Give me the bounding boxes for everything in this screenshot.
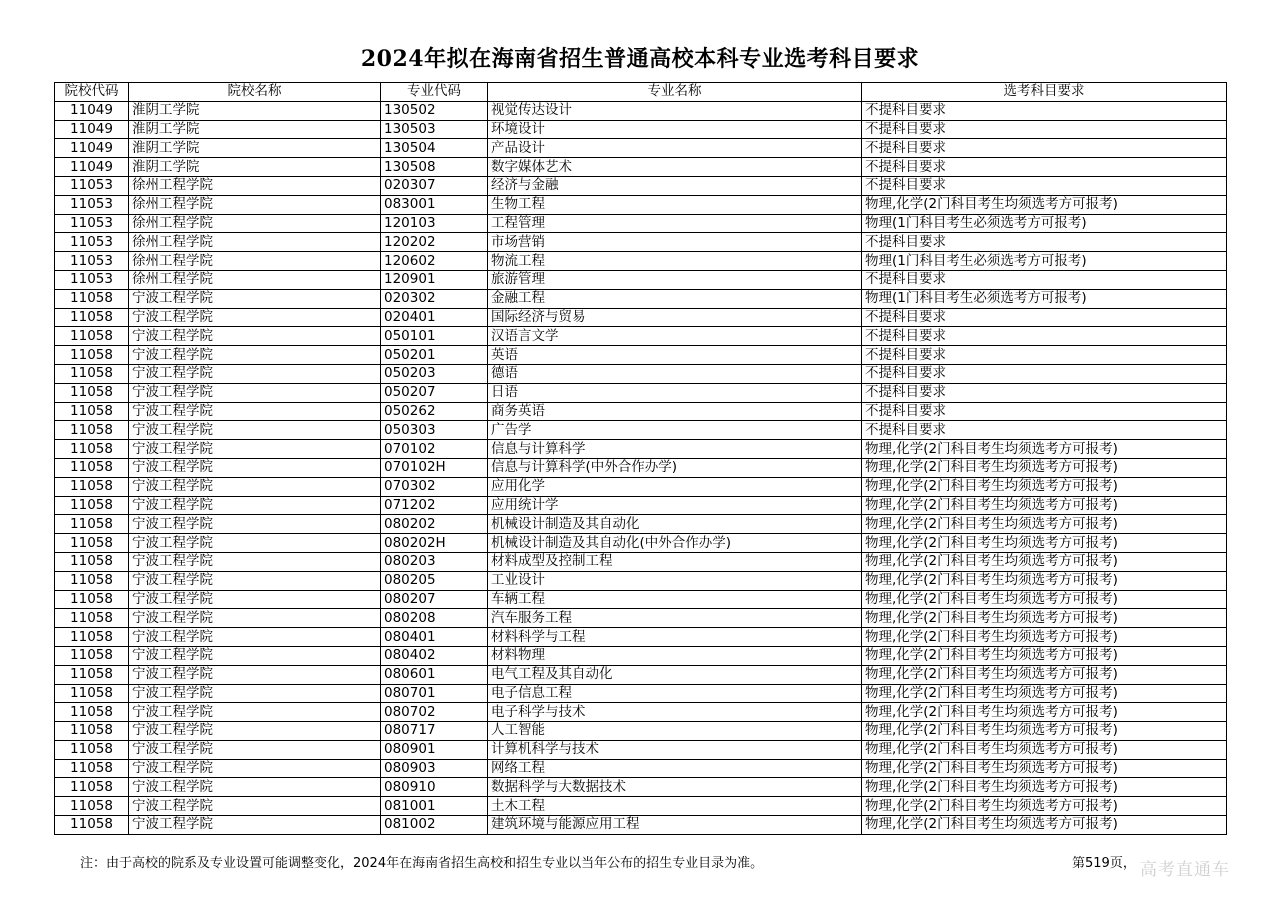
school-code-cell: 11058 (55, 552, 129, 571)
requirement-cell: 物理,化学(2门科目考生均须选考方可报考) (862, 684, 1227, 703)
requirement-cell: 不提科目要求 (862, 364, 1227, 383)
major-name-cell: 市场营销 (488, 233, 862, 252)
table-row (55, 120, 1227, 139)
school-code-cell: 11053 (55, 270, 129, 289)
requirement-cell: 物理,化学(2门科目考生均须选考方可报考) (862, 515, 1227, 534)
requirement-cell: 物理,化学(2门科目考生均须选考方可报考) (862, 609, 1227, 628)
table-row (55, 440, 1227, 459)
requirement-cell: 不提科目要求 (862, 346, 1227, 365)
major-name-cell: 人工智能 (488, 722, 862, 741)
header-major-name: 专业名称 (488, 83, 862, 102)
footnote: 注：由于高校的院系及专业设置可能调整变化，2024年在海南省招生高校和招生专业以当年公布的招生专业目录为准。 (80, 856, 764, 871)
requirement-cell: 不提科目要求 (862, 327, 1227, 346)
school-name-cell: 徐州工程学院 (129, 252, 381, 271)
major-name-cell: 工程管理 (488, 214, 862, 233)
major-code-cell: 080205 (381, 571, 488, 590)
school-name-cell: 宁波工程学院 (129, 816, 381, 835)
requirement-cell: 不提科目要求 (862, 402, 1227, 421)
school-code-cell: 11058 (55, 421, 129, 440)
major-name-cell: 网络工程 (488, 759, 862, 778)
school-name-cell: 淮阴工学院 (129, 139, 381, 158)
table-row (55, 816, 1227, 835)
major-code-cell: 050303 (381, 421, 488, 440)
page-title: 2024年拟在海南省招生普通高校本科专业选考科目要求 (360, 46, 920, 72)
requirement-cell: 物理,化学(2门科目考生均须选考方可报考) (862, 195, 1227, 214)
school-name-cell: 淮阴工学院 (129, 158, 381, 177)
major-code-cell: 080202H (381, 534, 488, 553)
school-code-cell: 11058 (55, 458, 129, 477)
school-name-cell: 宁波工程学院 (129, 797, 381, 816)
major-name-cell: 应用统计学 (488, 496, 862, 515)
major-code-cell: 130503 (381, 120, 488, 139)
major-name-cell: 数据科学与大数据技术 (488, 778, 862, 797)
school-code-cell: 11058 (55, 609, 129, 628)
major-code-cell: 080601 (381, 665, 488, 684)
table-row (55, 665, 1227, 684)
table-row (55, 289, 1227, 308)
major-code-cell: 081001 (381, 797, 488, 816)
school-code-cell: 11058 (55, 740, 129, 759)
requirement-cell: 物理,化学(2门科目考生均须选考方可报考) (862, 703, 1227, 722)
requirement-cell: 不提科目要求 (862, 139, 1227, 158)
school-code-cell: 11058 (55, 402, 129, 421)
school-name-cell: 宁波工程学院 (129, 440, 381, 459)
major-name-cell: 商务英语 (488, 402, 862, 421)
table-row (55, 327, 1227, 346)
table-row (55, 383, 1227, 402)
table-row (55, 270, 1227, 289)
requirement-cell: 物理,化学(2门科目考生均须选考方可报考) (862, 665, 1227, 684)
major-code-cell: 080202 (381, 515, 488, 534)
major-name-cell: 旅游管理 (488, 270, 862, 289)
requirement-cell: 物理,化学(2门科目考生均须选考方可报考) (862, 646, 1227, 665)
table-row (55, 364, 1227, 383)
major-code-cell: 020302 (381, 289, 488, 308)
table-row (55, 590, 1227, 609)
table-row (55, 195, 1227, 214)
major-code-cell: 080910 (381, 778, 488, 797)
requirement-cell: 物理(1门科目考生必须选考方可报考) (862, 252, 1227, 271)
major-name-cell: 环境设计 (488, 120, 862, 139)
school-code-cell: 11058 (55, 722, 129, 741)
major-name-cell: 机械设计制造及其自动化(中外合作办学) (488, 534, 862, 553)
table-row (55, 402, 1227, 421)
major-code-cell: 081002 (381, 816, 488, 835)
major-code-cell: 020401 (381, 308, 488, 327)
school-code-cell: 11058 (55, 534, 129, 553)
table-row (55, 139, 1227, 158)
major-code-cell: 130508 (381, 158, 488, 177)
school-code-cell: 11058 (55, 383, 129, 402)
school-code-cell: 11058 (55, 346, 129, 365)
school-code-cell: 11058 (55, 364, 129, 383)
major-code-cell: 071202 (381, 496, 488, 515)
header-subject-requirement: 选考科目要求 (862, 83, 1227, 102)
school-code-cell: 11053 (55, 233, 129, 252)
school-code-cell: 11058 (55, 496, 129, 515)
school-code-cell: 11058 (55, 289, 129, 308)
school-code-cell: 11053 (55, 214, 129, 233)
school-name-cell: 宁波工程学院 (129, 609, 381, 628)
school-name-cell: 宁波工程学院 (129, 327, 381, 346)
major-code-cell: 020307 (381, 176, 488, 195)
requirement-cell: 物理,化学(2门科目考生均须选考方可报考) (862, 590, 1227, 609)
major-code-cell: 080903 (381, 759, 488, 778)
major-name-cell: 日语 (488, 383, 862, 402)
major-name-cell: 英语 (488, 346, 862, 365)
requirements-table (54, 82, 1227, 835)
school-code-cell: 11058 (55, 477, 129, 496)
table-row (55, 214, 1227, 233)
major-name-cell: 生物工程 (488, 195, 862, 214)
school-code-cell: 11049 (55, 158, 129, 177)
school-name-cell: 宁波工程学院 (129, 778, 381, 797)
table-row (55, 458, 1227, 477)
table-row (55, 571, 1227, 590)
major-code-cell: 050203 (381, 364, 488, 383)
requirement-cell: 不提科目要求 (862, 270, 1227, 289)
major-code-cell: 120901 (381, 270, 488, 289)
major-name-cell: 汽车服务工程 (488, 609, 862, 628)
school-code-cell: 11058 (55, 571, 129, 590)
major-code-cell: 080203 (381, 552, 488, 571)
major-name-cell: 电子科学与技术 (488, 703, 862, 722)
school-name-cell: 徐州工程学院 (129, 214, 381, 233)
requirement-cell: 物理,化学(2门科目考生均须选考方可报考) (862, 458, 1227, 477)
major-code-cell: 080702 (381, 703, 488, 722)
school-name-cell: 徐州工程学院 (129, 195, 381, 214)
major-name-cell: 建筑环境与能源应用工程 (488, 816, 862, 835)
requirement-cell: 不提科目要求 (862, 176, 1227, 195)
requirement-cell: 物理,化学(2门科目考生均须选考方可报考) (862, 534, 1227, 553)
major-name-cell: 视觉传达设计 (488, 101, 862, 120)
table-row (55, 477, 1227, 496)
major-name-cell: 信息与计算科学 (488, 440, 862, 459)
school-name-cell: 宁波工程学院 (129, 421, 381, 440)
major-code-cell: 070102 (381, 440, 488, 459)
school-name-cell: 徐州工程学院 (129, 176, 381, 195)
table-row (55, 722, 1227, 741)
header-school-name: 院校名称 (129, 83, 381, 102)
school-name-cell: 宁波工程学院 (129, 684, 381, 703)
school-name-cell: 宁波工程学院 (129, 308, 381, 327)
school-code-cell: 11049 (55, 139, 129, 158)
major-code-cell: 080701 (381, 684, 488, 703)
major-name-cell: 国际经济与贸易 (488, 308, 862, 327)
requirement-cell: 不提科目要求 (862, 383, 1227, 402)
major-name-cell: 经济与金融 (488, 176, 862, 195)
table-row (55, 628, 1227, 647)
table-row (55, 759, 1227, 778)
school-code-cell: 11058 (55, 327, 129, 346)
major-name-cell: 车辆工程 (488, 590, 862, 609)
school-name-cell: 宁波工程学院 (129, 571, 381, 590)
requirement-cell: 不提科目要求 (862, 101, 1227, 120)
table-header-row (55, 83, 1227, 102)
school-code-cell: 11058 (55, 816, 129, 835)
major-code-cell: 070302 (381, 477, 488, 496)
school-name-cell: 宁波工程学院 (129, 477, 381, 496)
table-row (55, 609, 1227, 628)
school-code-cell: 11058 (55, 646, 129, 665)
major-name-cell: 电气工程及其自动化 (488, 665, 862, 684)
school-code-cell: 11049 (55, 120, 129, 139)
major-name-cell: 金融工程 (488, 289, 862, 308)
school-name-cell: 徐州工程学院 (129, 233, 381, 252)
requirement-cell: 物理,化学(2门科目考生均须选考方可报考) (862, 816, 1227, 835)
school-code-cell: 11058 (55, 703, 129, 722)
header-school-code: 院校代码 (55, 83, 129, 102)
major-code-cell: 080901 (381, 740, 488, 759)
major-name-cell: 材料物理 (488, 646, 862, 665)
school-name-cell: 淮阴工学院 (129, 120, 381, 139)
school-name-cell: 宁波工程学院 (129, 515, 381, 534)
table-row (55, 740, 1227, 759)
table-row (55, 233, 1227, 252)
school-name-cell: 宁波工程学院 (129, 552, 381, 571)
table-row (55, 158, 1227, 177)
major-code-cell: 080207 (381, 590, 488, 609)
requirement-cell: 不提科目要求 (862, 421, 1227, 440)
major-code-cell: 083001 (381, 195, 488, 214)
school-code-cell: 11058 (55, 440, 129, 459)
requirement-cell: 物理,化学(2门科目考生均须选考方可报考) (862, 740, 1227, 759)
major-code-cell: 080401 (381, 628, 488, 647)
school-name-cell: 宁波工程学院 (129, 402, 381, 421)
major-code-cell: 120602 (381, 252, 488, 271)
requirement-cell: 物理,化学(2门科目考生均须选考方可报考) (862, 477, 1227, 496)
major-name-cell: 计算机科学与技术 (488, 740, 862, 759)
school-name-cell: 宁波工程学院 (129, 628, 381, 647)
school-name-cell: 宁波工程学院 (129, 346, 381, 365)
school-name-cell: 淮阴工学院 (129, 101, 381, 120)
school-code-cell: 11058 (55, 515, 129, 534)
table-row (55, 684, 1227, 703)
major-code-cell: 050207 (381, 383, 488, 402)
major-name-cell: 德语 (488, 364, 862, 383)
major-code-cell: 130502 (381, 101, 488, 120)
requirement-cell: 不提科目要求 (862, 308, 1227, 327)
school-name-cell: 宁波工程学院 (129, 364, 381, 383)
school-name-cell: 宁波工程学院 (129, 703, 381, 722)
table-row (55, 552, 1227, 571)
requirement-cell: 不提科目要求 (862, 158, 1227, 177)
major-name-cell: 材料科学与工程 (488, 628, 862, 647)
school-code-cell: 11058 (55, 628, 129, 647)
major-name-cell: 电子信息工程 (488, 684, 862, 703)
requirement-cell: 物理(1门科目考生必须选考方可报考) (862, 289, 1227, 308)
table-row (55, 778, 1227, 797)
table-body (55, 101, 1227, 834)
requirement-cell: 物理,化学(2门科目考生均须选考方可报考) (862, 722, 1227, 741)
major-code-cell: 080208 (381, 609, 488, 628)
requirement-cell: 物理,化学(2门科目考生均须选考方可报考) (862, 440, 1227, 459)
header-major-code: 专业代码 (381, 83, 488, 102)
watermark: 高考直通车 (1140, 860, 1230, 880)
major-name-cell: 汉语言文学 (488, 327, 862, 346)
requirement-cell: 物理,化学(2门科目考生均须选考方可报考) (862, 797, 1227, 816)
table-row (55, 703, 1227, 722)
major-code-cell: 130504 (381, 139, 488, 158)
table-row (55, 534, 1227, 553)
table-row (55, 421, 1227, 440)
major-code-cell: 080402 (381, 646, 488, 665)
major-code-cell: 050101 (381, 327, 488, 346)
school-name-cell: 宁波工程学院 (129, 722, 381, 741)
school-name-cell: 宁波工程学院 (129, 458, 381, 477)
major-name-cell: 机械设计制造及其自动化 (488, 515, 862, 534)
school-name-cell: 宁波工程学院 (129, 759, 381, 778)
table-row (55, 515, 1227, 534)
table-row (55, 797, 1227, 816)
school-code-cell: 11058 (55, 684, 129, 703)
school-code-cell: 11058 (55, 665, 129, 684)
requirement-cell: 不提科目要求 (862, 233, 1227, 252)
school-code-cell: 11058 (55, 778, 129, 797)
requirement-cell: 物理,化学(2门科目考生均须选考方可报考) (862, 778, 1227, 797)
major-name-cell: 工业设计 (488, 571, 862, 590)
page-number: 第519页， (1072, 856, 1136, 871)
requirement-cell: 物理,化学(2门科目考生均须选考方可报考) (862, 628, 1227, 647)
table-row (55, 176, 1227, 195)
school-name-cell: 宁波工程学院 (129, 383, 381, 402)
school-code-cell: 11058 (55, 797, 129, 816)
requirement-cell: 物理,化学(2门科目考生均须选考方可报考) (862, 571, 1227, 590)
school-name-cell: 宁波工程学院 (129, 289, 381, 308)
requirement-cell: 物理,化学(2门科目考生均须选考方可报考) (862, 496, 1227, 515)
school-code-cell: 11049 (55, 101, 129, 120)
table-row (55, 496, 1227, 515)
school-name-cell: 宁波工程学院 (129, 590, 381, 609)
major-code-cell: 080717 (381, 722, 488, 741)
requirement-cell: 物理,化学(2门科目考生均须选考方可报考) (862, 552, 1227, 571)
major-name-cell: 应用化学 (488, 477, 862, 496)
table-row (55, 308, 1227, 327)
school-name-cell: 宁波工程学院 (129, 496, 381, 515)
major-name-cell: 信息与计算科学(中外合作办学) (488, 458, 862, 477)
major-name-cell: 材料成型及控制工程 (488, 552, 862, 571)
major-code-cell: 120103 (381, 214, 488, 233)
major-name-cell: 广告学 (488, 421, 862, 440)
major-code-cell: 120202 (381, 233, 488, 252)
school-code-cell: 11058 (55, 759, 129, 778)
major-code-cell: 070102H (381, 458, 488, 477)
school-code-cell: 11053 (55, 252, 129, 271)
table-row (55, 646, 1227, 665)
major-name-cell: 土木工程 (488, 797, 862, 816)
requirement-cell: 物理(1门科目考生必须选考方可报考) (862, 214, 1227, 233)
school-name-cell: 宁波工程学院 (129, 646, 381, 665)
school-name-cell: 宁波工程学院 (129, 665, 381, 684)
major-name-cell: 数字媒体艺术 (488, 158, 862, 177)
school-code-cell: 11053 (55, 195, 129, 214)
major-name-cell: 产品设计 (488, 139, 862, 158)
requirement-cell: 不提科目要求 (862, 120, 1227, 139)
school-name-cell: 宁波工程学院 (129, 534, 381, 553)
table-row (55, 252, 1227, 271)
school-code-cell: 11058 (55, 308, 129, 327)
major-code-cell: 050262 (381, 402, 488, 421)
table-row (55, 101, 1227, 120)
table-row (55, 346, 1227, 365)
school-code-cell: 11058 (55, 590, 129, 609)
school-code-cell: 11053 (55, 176, 129, 195)
school-name-cell: 宁波工程学院 (129, 740, 381, 759)
major-code-cell: 050201 (381, 346, 488, 365)
school-name-cell: 徐州工程学院 (129, 270, 381, 289)
major-name-cell: 物流工程 (488, 252, 862, 271)
requirement-cell: 物理,化学(2门科目考生均须选考方可报考) (862, 759, 1227, 778)
